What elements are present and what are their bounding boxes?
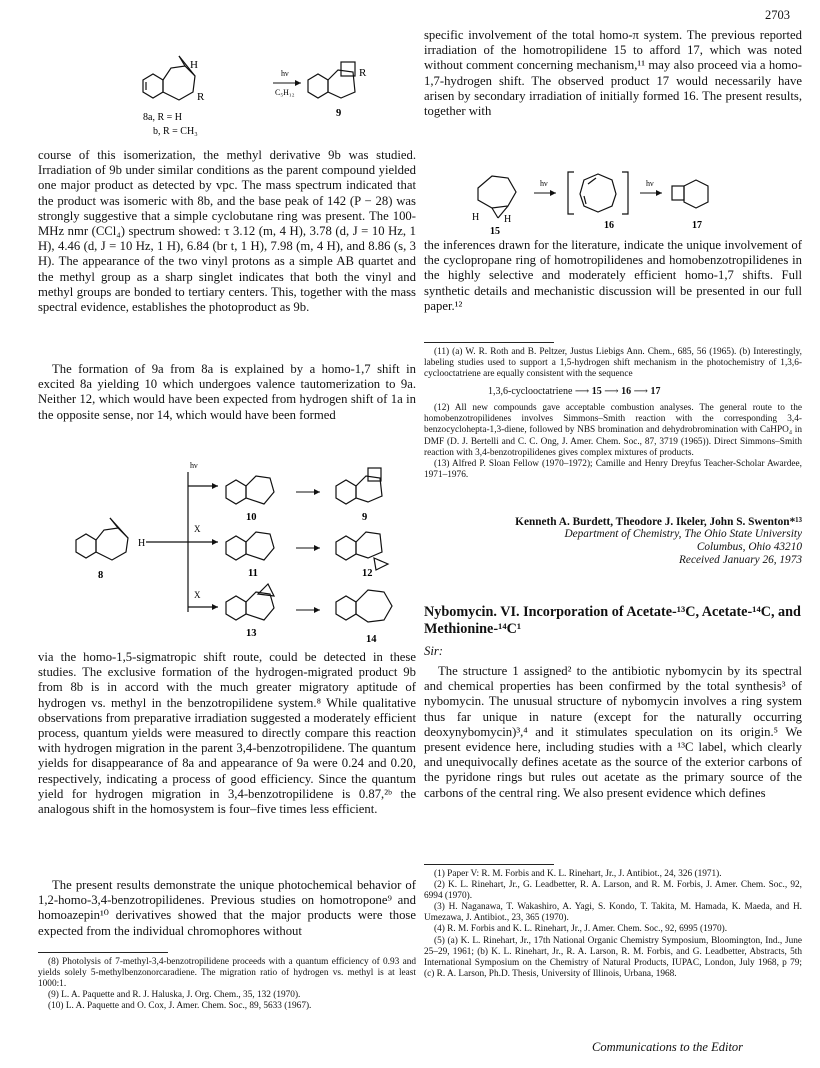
label-R: R bbox=[197, 91, 205, 103]
label-hv1: hν bbox=[540, 179, 548, 188]
reference-3: (3) H. Naganawa, T. Wakashiro, A. Yagi, S. Kondo, T. Takita, M. Hamada, K. Maeda, and H. Umezawa, J. Antibiot., 23, 365 (1970). bbox=[424, 902, 802, 924]
label-8b: b, R = CH₃ bbox=[153, 126, 198, 137]
label-H: H bbox=[190, 59, 198, 71]
reference-5: (5) (a) K. L. Rinehart, Jr., 17th National Organic Chemistry Symposium, Bloomington, Ind., June 25–29, 1961; (b) K. L. Rinehart, Jr., R. A. Larson, R. M. Forbis, and G. Leadbetter, Abstracts, 5th International Symposium on the Chemistry of Natural Products, IUPAC, London, July 1968, p 79; (c) R. A. Larson, Ph.D. Thesis, University of Illinois, Urbana, 1968. bbox=[424, 935, 802, 979]
label-15: 15 bbox=[490, 226, 500, 236]
footnote-rule-right bbox=[424, 342, 554, 343]
label-hv2: hν bbox=[646, 179, 654, 188]
paragraph-r1: specific involvement of the total homo-π system. The previous reported irradiation of the homotropilidene 15 to afford 17, which was noted without comment concerning mechanism,¹¹ may also proceed via a homo-1,7-hydrogen shift. The observed product 17 would necessarily have arisen by secondary irradiation of initially formed 16. The present results, together with bbox=[424, 28, 802, 119]
paragraph-4: The present results demonstrate the unique photochemical behavior of 1,2-homo-3,4-benzotropilidenes. Previous studies on homotropone⁹ and homoazepin¹⁰ derivatives showed that the major products were those expected from the individual chromophores without bbox=[38, 878, 416, 938]
page-number: 2703 bbox=[765, 8, 790, 22]
label-hv: hν bbox=[190, 461, 198, 470]
label-14: 14 bbox=[366, 634, 377, 645]
label-13: 13 bbox=[246, 628, 257, 639]
label-hv: hν bbox=[281, 69, 289, 78]
footnote-11: (11) (a) W. R. Roth and B. Peltzer, Justus Liebigs Ann. Chem., 685, 56 (1965). (b) Interestingly, labeling studies used to support a 1,5-hydrogen shift mechanism in the photochemistry of 1,3,6-cyclooctatriene are equally consistent with the sequence bbox=[424, 347, 802, 380]
footnote-12: (12) All new compounds gave acceptable combustion analyses. The general route to the homobenzotropilidenes involves Simmons–Smith reaction with the corresponding 3,4-benzocyclohepta-1,3-diene, followed by NBS bromination and dehydrobromination with CaHPO₄ in DMF (D. J. Bertelli and C. C. Ong, J. Amer. Chem. Soc., 87, 3719 (1965)). Direct Simmons–Smith reaction with 3,4-benzotropilidenes gives complex mixtures of products. bbox=[424, 403, 802, 458]
received-date: Received January 26, 1973 bbox=[679, 554, 802, 566]
reference-rule bbox=[424, 864, 554, 865]
scheme-8-to-9 bbox=[123, 48, 383, 138]
label-10: 10 bbox=[246, 512, 257, 523]
salutation: Sir: bbox=[424, 644, 444, 658]
label-8a: 8a, R = H bbox=[143, 112, 182, 123]
reference-1: (1) Paper V: R. M. Forbis and K. L. Rinehart, Jr., J. Antibiot., 24, 326 (1971). bbox=[434, 869, 722, 879]
label-x2: X bbox=[194, 590, 201, 600]
footnote-9: (9) L. A. Paquette and R. J. Haluska, J. Org. Chem., 35, 132 (1970). bbox=[48, 990, 301, 1001]
label-11: 11 bbox=[248, 568, 258, 579]
label-compound-9: 9 bbox=[336, 108, 342, 119]
label-solvent: C₅H₁₂ bbox=[275, 88, 295, 97]
article-body: The structure 1 assigned² to the antibiotic nybomycin by its spectral and chemical properties has been confirmed by the total synthesis³ of nybomycin. The unusual structure of nybomycin involves a ring system thus far unique in nature (except for the naturally occurring deoxynybomycin)³,⁴ and it stimulates speculation on its origin.⁵ We present evidence here, including studies with a ¹³C label, which clearly and unequivocally defines acetate as the source of the exterior carbons of the pyridone rings but rules out acetate as the primary source of the carbons of the central ring. We also present evidence which defines bbox=[424, 664, 802, 800]
label-17: 17 bbox=[692, 220, 702, 231]
footnote-rule bbox=[38, 952, 168, 953]
affiliation-dept: Department of Chemistry, The Ohio State University bbox=[564, 528, 802, 540]
label-9: 9 bbox=[362, 512, 368, 523]
footnote-8: (8) Photolysis of 7-methyl-3,4-benzotropilidene proceeds with a quantum efficiency of 0.93 and yields solely 5-methylbenzonorcaradiene. The migration ratio of hydrogen vs. methyl is at least 1000:1. bbox=[38, 957, 416, 990]
label-R-product: R bbox=[359, 67, 367, 79]
footnote-13: (13) Alfred P. Sloan Fellow (1970–1972); Camille and Henry Dreyfus Teacher-Scholar Awardee, 1971–1976. bbox=[424, 458, 802, 480]
footnote-10: (10) L. A. Paquette and O. Cox, J. Amer. Chem. Soc., 89, 5633 (1967). bbox=[48, 1001, 312, 1012]
paragraph-3: via the homo-1,5-sigmatropic shift route, could be detected in these studies. The exclusive formation of the hydrogen-migrated product 9b from 8b is in accord with the much greater migratory aptitude of hydrogen vs. methyl in the benzotropilidene system.⁸ While qualitative observations from preparative irradiation suggested a moderately efficient process, quantum yields were measured to directly compare this reaction with hydrogen migration in the parent 3,4-benzotropilidene. The quantum yields for disappearance of 8a and appearance of 9a were 0.24 and 0.20, respectively, indicating a process of good efficiency. Since the quantum yield for hydrogen migration in 3,4-benzotropilidene is 0.87,²ᵇ the analogous shift in the homosystem is four–five times less efficient. bbox=[38, 650, 416, 817]
label-H1: H bbox=[472, 212, 480, 223]
running-footer: Communications to the Editor bbox=[592, 1040, 744, 1054]
affiliation-city: Columbus, Ohio 43210 bbox=[696, 541, 802, 553]
paragraph-2: The formation of 9a from 8a is explained by a homo-1,7 shift in excited 8a yielding 10 which undergoes valence tautomerization to 9a. Neither 12, which would have been expected from hydrogen shift of 1a in the opposite sense, nor 14, which would have been formed bbox=[38, 362, 416, 422]
reference-2: (2) K. L. Rinehart, Jr., G. Leadbetter, R. A. Larson, and R. M. Forbis, J. Amer. Chem. Soc., 92, 6994 (1970). bbox=[424, 880, 802, 902]
paragraph-r2: the inferences drawn for the literature, indicate the unique involvement of the cyclopropane ring of homotropilidenes and homobenzotropilidenes in the highly selective and moderately efficient homo-1,7 shifts. Full synthetic details and mechanistic discussion will be presented in our full paper.¹² bbox=[424, 238, 802, 313]
reference-4: (4) R. M. Forbis and K. L. Rinehart, Jr., J. Amer. Chem. Soc., 92, 6995 (1970). bbox=[434, 924, 728, 935]
authors: Kenneth A. Burdett, Theodore J. Ikeler, John S. Swenton*¹³ bbox=[515, 516, 802, 528]
label-12: 12 bbox=[362, 568, 373, 579]
label-H2: H bbox=[504, 214, 512, 225]
label-16: 16 bbox=[604, 220, 614, 231]
reaction-sequence: 1,3,6-cyclooctatriene ⟶ 15 ⟶ 16 ⟶ 17 bbox=[488, 386, 661, 398]
label-8: 8 bbox=[98, 570, 104, 581]
paragraph-1: course of this isomerization, the methyl derivative 9b was studied. Irradiation of 9b under similar conditions as the parent compound yielded one major product as detected by vpc. The mass spectrum indicated that the product was isomeric with 8b, and the base peak of 142 (P − 28) was strongly suggestive that a simple cyclobutane ring was present. The 100-MHz nmr (CCl₄) spectrum showed: τ 3.12 (m, 4 H), 3.78 (d, J = 10 Hz, 1 H), 4.46 (d, J = 10 Hz, 1 H), 6.84 (br t, 1 H), 7.98 (m, 4 H), and 8.86 (s, 3 H). The appearance of the two vinyl protons as a simple AB quartet and the methyl group as a sharp singlet indicates that both the vinyl and methyl groups are bonded to tertiary centers. This, together with the mass spectral evidence, establishes the photoproduct as 9b. bbox=[38, 148, 416, 315]
scheme-8-pathways bbox=[58, 452, 418, 647]
references bbox=[424, 858, 802, 980]
scheme-15-16-17 bbox=[464, 166, 744, 236]
label-x1: X bbox=[194, 524, 201, 534]
label-H: H bbox=[138, 538, 146, 549]
article-title: Nybomycin. VI. Incorporation of Acetate-¹³C, Acetate-¹⁴C, and Methionine-¹⁴C¹ bbox=[424, 604, 801, 637]
